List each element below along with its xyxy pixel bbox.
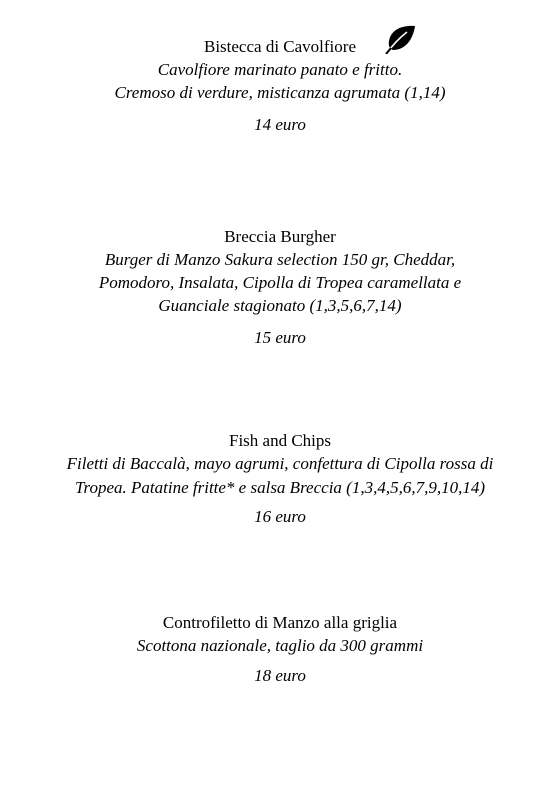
dish-description-line: Burger di Manzo Sakura selection 150 gr, Cheddar, [104, 250, 456, 269]
dish-description-line: Tropea. Patatine fritte* e salsa Breccia (1,3,4,5,6,7,9,10,14) [74, 478, 485, 497]
dish-title: Fish and Chips [228, 431, 332, 450]
dish-price: 16 euro [254, 507, 306, 526]
dish-description-line: Pomodoro, Insalata, Cipolla di Tropea caramellata e [98, 273, 462, 292]
dish-price: 15 euro [254, 328, 306, 347]
menu-item-bistecca [0, 36, 560, 136]
dish-price: 18 euro [254, 666, 306, 685]
menu-item-burgher [0, 226, 560, 349]
menu-item-fish-and-chips [0, 430, 560, 528]
menu-item-controfiletto [0, 612, 560, 687]
dish-description-line: Scottona nazionale, taglio da 300 grammi [136, 636, 424, 655]
dish-description-line: Cavolfiore marinato panato e fritto. [157, 60, 403, 79]
dish-description-line: Cremoso di verdure, misticanza agrumata (1,14) [114, 83, 446, 102]
dish-description-line: Guanciale stagionato (1,3,5,6,7,14) [158, 296, 402, 315]
dish-title: Controfiletto di Manzo alla griglia [162, 613, 398, 632]
dish-price: 14 euro [254, 115, 306, 134]
dish-title: Breccia Burgher [224, 227, 336, 246]
dish-description-line: Filetti di Baccalà, mayo agrumi, confettura di Cipolla rossa di [66, 454, 494, 473]
dish-title: Bistecca di Cavolfiore [203, 37, 356, 56]
